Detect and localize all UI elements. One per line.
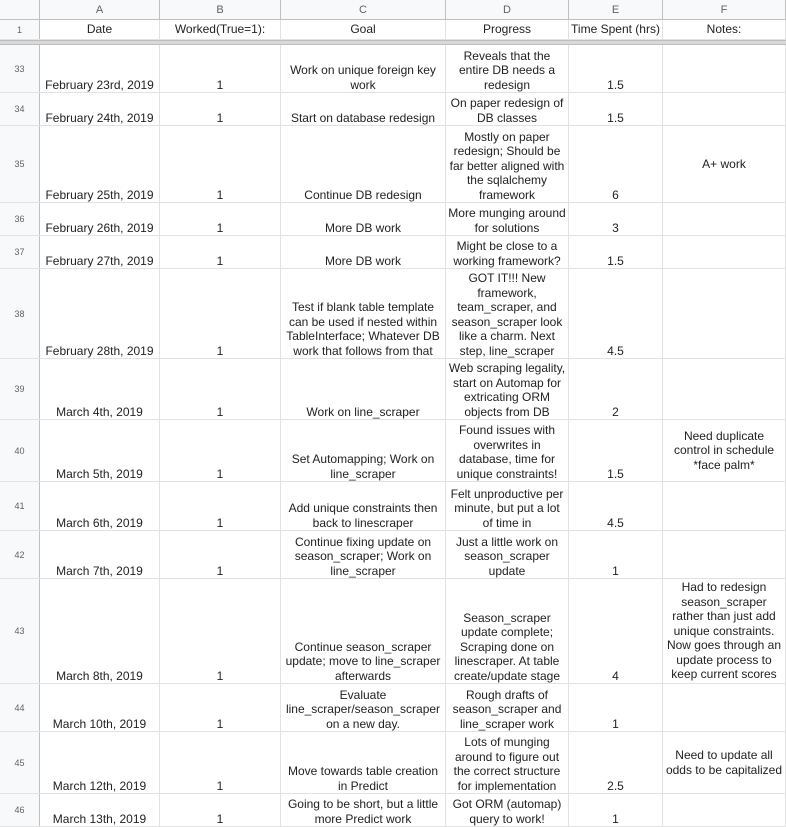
- column-header-d[interactable]: D: [446, 0, 569, 19]
- time-spent-cell[interactable]: 3: [569, 203, 663, 235]
- row-number[interactable]: 39: [0, 359, 40, 419]
- select-all-corner[interactable]: [0, 0, 40, 19]
- time-spent-cell[interactable]: 4: [569, 579, 663, 683]
- notes-cell[interactable]: [663, 236, 786, 268]
- table-row: [0, 794, 786, 827]
- column-header-bar: [0, 0, 786, 20]
- row-number[interactable]: 44: [0, 684, 40, 731]
- goal-cell[interactable]: Continue DB redesign: [281, 126, 446, 202]
- date-cell[interactable]: February 24th, 2019: [40, 93, 160, 125]
- time-spent-cell[interactable]: 1.5: [569, 45, 663, 92]
- time-spent-cell[interactable]: 6: [569, 126, 663, 202]
- time-spent-cell[interactable]: 2: [569, 359, 663, 419]
- table-row: [0, 126, 786, 203]
- progress-cell[interactable]: Web scraping legality, start on Automap for extricating ORM objects from DB: [446, 359, 569, 419]
- table-row: [0, 203, 786, 236]
- date-cell[interactable]: March 7th, 2019: [40, 531, 160, 578]
- progress-cell[interactable]: Found issues with overwrites in database, time for unique constraints!: [446, 420, 569, 481]
- time-spent-cell[interactable]: 1.5: [569, 420, 663, 481]
- header-progress[interactable]: Progress: [446, 20, 569, 39]
- row-number[interactable]: 34: [0, 93, 40, 125]
- time-spent-cell[interactable]: 4.5: [569, 269, 663, 358]
- date-cell[interactable]: March 8th, 2019: [40, 579, 160, 683]
- progress-cell[interactable]: Reveals that the entire DB needs a redesign: [446, 45, 569, 92]
- notes-cell[interactable]: [663, 794, 786, 826]
- progress-cell[interactable]: Season_scraper update complete; Scraping done on linescraper. At table create/update stage: [446, 579, 569, 683]
- table-row: [0, 420, 786, 482]
- column-header-b[interactable]: B: [160, 0, 281, 19]
- time-spent-cell[interactable]: 1.5: [569, 236, 663, 268]
- column-header-a[interactable]: A: [40, 0, 160, 19]
- date-cell[interactable]: February 25th, 2019: [40, 126, 160, 202]
- time-spent-cell[interactable]: 1: [569, 794, 663, 826]
- worked-cell[interactable]: 1: [160, 126, 281, 202]
- row-number[interactable]: 46: [0, 794, 40, 826]
- progress-cell[interactable]: Lots of munging around to figure out the correct structure for implementation: [446, 732, 569, 793]
- progress-cell[interactable]: Rough drafts of season_scraper and line_scraper work: [446, 684, 569, 731]
- row-number[interactable]: 36: [0, 203, 40, 235]
- header-row: [0, 20, 786, 40]
- header-worked[interactable]: Worked(True=1):: [160, 20, 281, 39]
- goal-cell[interactable]: Set Automapping; Work on line_scraper: [281, 420, 446, 481]
- progress-cell[interactable]: Mostly on paper redesign; Should be far better aligned with the sqlalchemy framework: [446, 126, 569, 202]
- row-number[interactable]: 1: [0, 20, 40, 39]
- worked-cell[interactable]: 1: [160, 420, 281, 481]
- progress-cell[interactable]: GOT IT!!! New framework, team_scraper, and season_scraper look like a charm. Next step, line_scraper: [446, 269, 569, 358]
- worked-cell[interactable]: 1: [160, 93, 281, 125]
- header-time-spent[interactable]: Time Spent (hrs): [569, 20, 663, 39]
- table-row: [0, 482, 786, 531]
- table-row: [0, 579, 786, 684]
- row-number[interactable]: 37: [0, 236, 40, 268]
- progress-cell[interactable]: More munging around for solutions: [446, 203, 569, 235]
- goal-cell[interactable]: Move towards table creation in Predict: [281, 732, 446, 793]
- progress-cell[interactable]: Might be close to a working framework?: [446, 236, 569, 268]
- row-number[interactable]: 41: [0, 482, 40, 530]
- goal-cell[interactable]: Evaluate line_scraper/season_scraper on a new day.: [281, 684, 446, 731]
- time-spent-cell[interactable]: 1: [569, 531, 663, 578]
- date-cell[interactable]: February 27th, 2019: [40, 236, 160, 268]
- worked-cell[interactable]: 1: [160, 684, 281, 731]
- row-number[interactable]: 33: [0, 45, 40, 92]
- time-spent-cell[interactable]: 2.5: [569, 732, 663, 793]
- time-spent-cell[interactable]: 1: [569, 684, 663, 731]
- goal-cell[interactable]: Add unique constraints then back to linescraper: [281, 482, 446, 530]
- notes-cell[interactable]: Need to update all odds to be capitalized: [663, 732, 786, 793]
- table-row: [0, 93, 786, 126]
- worked-cell[interactable]: 1: [160, 359, 281, 419]
- goal-cell[interactable]: Work on unique foreign key work: [281, 45, 446, 92]
- time-spent-cell[interactable]: 1.5: [569, 93, 663, 125]
- worked-cell[interactable]: 1: [160, 531, 281, 578]
- date-cell[interactable]: February 28th, 2019: [40, 269, 160, 358]
- row-number[interactable]: 40: [0, 420, 40, 481]
- notes-cell[interactable]: [663, 93, 786, 125]
- row-number[interactable]: 42: [0, 531, 40, 578]
- table-row: [0, 45, 786, 93]
- worked-cell[interactable]: 1: [160, 579, 281, 683]
- worked-cell[interactable]: 1: [160, 203, 281, 235]
- column-header-c[interactable]: C: [281, 0, 446, 19]
- header-date[interactable]: Date: [40, 20, 160, 39]
- goal-cell[interactable]: Continue fixing update on season_scraper; Work on line_scraper: [281, 531, 446, 578]
- time-spent-cell[interactable]: 4.5: [569, 482, 663, 530]
- column-header-f[interactable]: F: [663, 0, 786, 19]
- notes-cell[interactable]: [663, 482, 786, 530]
- progress-cell[interactable]: Just a little work on season_scraper update: [446, 531, 569, 578]
- notes-cell[interactable]: A+ work: [663, 126, 786, 202]
- notes-cell[interactable]: [663, 359, 786, 419]
- goal-cell[interactable]: Start on database redesign: [281, 93, 446, 125]
- row-number[interactable]: 43: [0, 579, 40, 683]
- table-row: [0, 236, 786, 269]
- goal-cell[interactable]: Continue season_scraper update; move to line_scraper afterwards: [281, 579, 446, 683]
- notes-cell[interactable]: Need duplicate control in schedule *face palm*: [663, 420, 786, 481]
- goal-cell[interactable]: More DB work: [281, 236, 446, 268]
- worked-cell[interactable]: 1: [160, 45, 281, 92]
- row-number[interactable]: 38: [0, 269, 40, 358]
- notes-cell[interactable]: [663, 269, 786, 358]
- worked-cell[interactable]: 1: [160, 794, 281, 826]
- header-notes[interactable]: Notes:: [663, 20, 786, 39]
- date-cell[interactable]: February 26th, 2019: [40, 203, 160, 235]
- goal-cell[interactable]: Test if blank table template can be used if nested within TableInterface; Whatever DB work that follows from that: [281, 269, 446, 358]
- notes-cell[interactable]: Had to redesign season_scraper rather than just add unique constraints. Now goes through an update process to keep current scores: [663, 579, 786, 683]
- date-cell[interactable]: March 6th, 2019: [40, 482, 160, 530]
- table-row: [0, 732, 786, 794]
- worked-cell[interactable]: 1: [160, 269, 281, 358]
- table-row: [0, 269, 786, 359]
- worked-cell[interactable]: 1: [160, 732, 281, 793]
- goal-cell[interactable]: Work on line_scraper: [281, 359, 446, 419]
- goal-cell[interactable]: More DB work: [281, 203, 446, 235]
- worked-cell[interactable]: 1: [160, 482, 281, 530]
- date-cell[interactable]: March 13th, 2019: [40, 794, 160, 826]
- notes-cell[interactable]: [663, 531, 786, 578]
- column-header-e[interactable]: E: [569, 0, 663, 19]
- row-number[interactable]: 35: [0, 126, 40, 202]
- date-cell[interactable]: February 23rd, 2019: [40, 45, 160, 92]
- table-row: [0, 531, 786, 579]
- notes-cell[interactable]: [663, 203, 786, 235]
- date-cell[interactable]: March 5th, 2019: [40, 420, 160, 481]
- table-row: [0, 359, 786, 420]
- header-goal[interactable]: Goal: [281, 20, 446, 39]
- row-number[interactable]: 45: [0, 732, 40, 793]
- worked-cell[interactable]: 1: [160, 236, 281, 268]
- notes-cell[interactable]: [663, 684, 786, 731]
- notes-cell[interactable]: [663, 45, 786, 92]
- date-cell[interactable]: March 10th, 2019: [40, 684, 160, 731]
- goal-cell[interactable]: Going to be short, but a little more Predict work: [281, 794, 446, 826]
- date-cell[interactable]: March 12th, 2019: [40, 732, 160, 793]
- table-row: [0, 684, 786, 732]
- progress-cell[interactable]: Got ORM (automap) query to work!: [446, 794, 569, 826]
- date-cell[interactable]: March 4th, 2019: [40, 359, 160, 419]
- progress-cell[interactable]: On paper redesign of DB classes: [446, 93, 569, 125]
- progress-cell[interactable]: Felt unproductive per minute, but put a lot of time in: [446, 482, 569, 530]
